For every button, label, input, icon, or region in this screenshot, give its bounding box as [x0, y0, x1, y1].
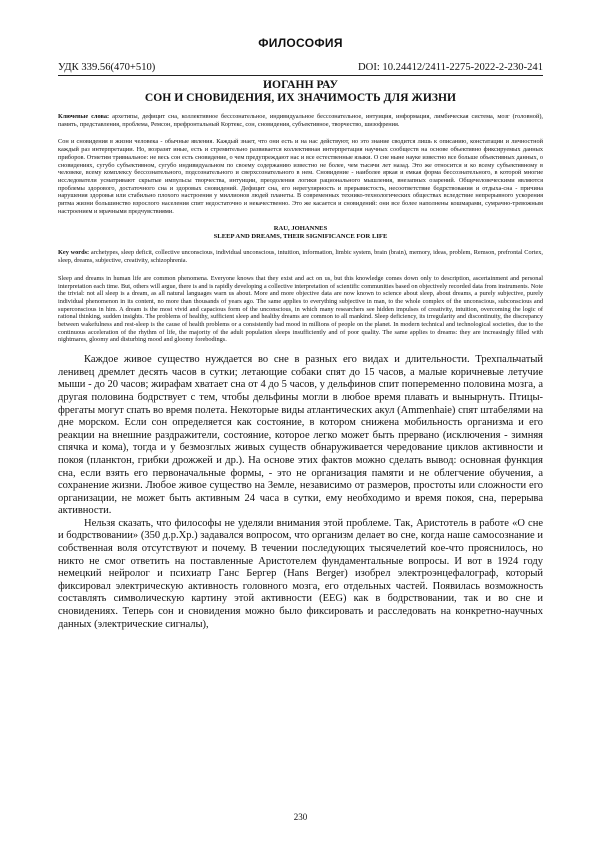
author-name-ru: ИОГАНН РАУ: [263, 78, 338, 91]
abstract-ru: Сон и сновидения в жизни человека - обычные явления. Каждый знает, что они есть и на нас действуют, но это знание сводится лишь к описанию, констатации и личностной каждый раз интерпретации. Но, возразят иные, есть и стремительно развивается коллективная интерпретация научных сообществ на основе объективно фиксируемых данных приборов. Отметим тривиальное: не весь сон есть сновидение, о чем предупреждают нас и все естественные языки. О сне ныне науке известно все больше объективных данных, о сновидениях, сугубо субъективном, сугубо индивидуальном по своему содержанию известно не более, чем тысячи лет назад. Это же относится и ко всему субъективному в человеке, всему комплексу бессознательного, подсознательного и сверхсознательного в нем. Сновидение - наиболее яркая и емкая форма бессознательного, в которой многие исследователи усматривают скрытые импульсы творчества, интуиции, преодоления логики рационального мышления, внезапных озарений. Общечеловеческими являются проблемы здорового, достаточного сна и здоровых сновидений. Дефицит сна, его нерегулярность и прерывистость, несоответствие бодрствования и отдыха-сна - причина нарушения здоровья или стабильно плохого настроения у миллионов людей планеты. В современных технико-технологических обществах вследствие непрерывного ускорения ритма жизни большинство взрослого населения спит недостаточно и некачественно. Это же касается и сновидений: они все более наполнены кошмарами, сумрачно-тревожным настроением и мрачными предчувствиями.: [58, 138, 543, 215]
article-title-en: SLEEP AND DREAMS, THEIR SIGNIFICANCE FOR LIFE: [213, 233, 388, 241]
keywords-en: [58, 249, 543, 264]
article-body: [58, 354, 543, 631]
section-heading: ФИЛОСОФИЯ: [258, 36, 343, 50]
udc-code: УДК 339.56(470+510): [58, 62, 156, 73]
author-name-en: RAU, JOHANNES: [273, 225, 328, 233]
page-number: 230: [293, 812, 308, 822]
body-paragraph: Каждое живое существо нуждается во сне в разных его видах и длительности. Трехпальчатый ленивец дремлет десять часов в сутки; летающие собаки спят до 15 часов, а малые коричневые летучие мыши - до 20 часов; жирафам хватает сна от 4 до 5 часов, у дельфинов спит попеременно половина мозга, а другая половина бодрствует с тем, чтобы дельфины могли в любое время плавать и вынырнуть. Птицы-фрегаты могут спать во время полета. Некоторые виды атлантических акул (Ammenhaie) спят штабелями на дне морском. Если сон определяется как состояние, в котором снижена мобильность организма и его реакции на внешние раздражители, состояние, которое легко может быть прервано (исключения - зимняя спячка и кома), тогда и у безмозглых живых существ обнаруживается чередование циклов активности и покоя (планктон, грибки дрожжей и др.). На основе этих фактов можно сделать вывод: основная функция сна, если взять его первоначальные формы, - это не организация памяти и не облегчение обучения, а сохранение жизни. Любое живое существо на Земле, независимо от размеров, простоты или сложности его организации, не может быть активным 24 часа в сутки, ему необходимо и время покоя, сна, перерыва активности.: [58, 354, 543, 517]
keywords-text-en: archetypes, sleep deficit, collective unconscious, individual unconscious, intuition, information, limbic system, brain (brain), memory, ideas, problem, Remson, prefrontal Cortex, sleep, dreams, subjective, creativity, schizophrenia.: [58, 249, 543, 265]
abstract-en: Sleep and dreams in human life are common phenomena. Everyone knows that they exist and act on us, but this knowledge comes down only to description, ascertainment and personal interpretation each time. But, others will argue, there is and is rapidly developing a collective interpretation of scientific communities based on objectively recorded data from instruments. Note the trivial: not all sleep is a dream, as all natural languages warn us about. More and more objective data are now known to science about sleep, about dreams, a purely subjective, purely individual phenomenon in its content, no more than thousands of years ago. The same applies to everything subjective in man, to the whole complex of the unconscious, subconscious and superconscious in him. A dream is the most vivid and capacious form of the unconscious, in which many researchers see hidden impulses of creativity, intuition, overcoming the logic of rational thinking, sudden insights. The problems of healthy, sufficient sleep and healthy dreams are common to all mankind. Sleep deficiency, its irregularity and discontinuity, the discrepancy between wakefulness and rest-sleep is the cause of health problems or a consistently bad mood in millions of people on the planet. In modern technical and technological societies, due to the continuous acceleration of the rhythm of life, the majority of the adult population sleeps insufficiently and of poor quality. The same applies to dreams: they are increasingly filled with nightmares, gloomy and disturbing mood and gloomy forebodings.: [58, 274, 543, 344]
article-title-ru: СОН И СНОВИДЕНИЯ, ИХ ЗНАЧИМОСТЬ ДЛЯ ЖИЗНИ: [144, 91, 457, 104]
keywords-label-ru: Ключевые слова:: [58, 113, 110, 120]
doi-code: DOI: 10.24412/2411-2275-2022-2-230-241: [358, 62, 543, 73]
article-meta-row: [58, 62, 543, 76]
keywords-ru: [58, 113, 543, 128]
body-paragraph: Нельзя сказать, что философы не уделяли внимания этой проблеме. Так, Аристотель в работе «О сне и бодрствовании» (350 д.р.Хр.) задавался вопросом, что организм делает во сне, когда наше самосознание и собственная воля отсутствуют и почему. В течении последующих тысячелетий кое-что прояснилось, но никто не смог ответить на поставленные Аристотелем фундаментальные вопросы. И вот в 1924 году немецкий нейролог и психиатр Ганс Бергер (Hans Berger) изобрел электроэнцефалограф, который фиксировал электрическую активность головного мозга, его отдельных частей. Появилась возможность составлять символическую картину этой активности (EEG) как в бодрствовании, так и во сне и сновидениях. Теперь сон и сновидения можно было фиксировать и расследовать на конкретно-научных данных (электрические сигналы),: [58, 517, 543, 630]
keywords-label-en: Key words:: [58, 249, 90, 257]
keywords-text-ru: архетипы, дефицит сна, коллективное бессознательное, индивидуальное бессознательное, интуиция, информация, лимбическая система, мозг (головной), память, представления, проблема, Ремсон, префронтальный Кортекс, сон, сновидения, субъективное, творчество, шизофрения.: [58, 113, 543, 128]
